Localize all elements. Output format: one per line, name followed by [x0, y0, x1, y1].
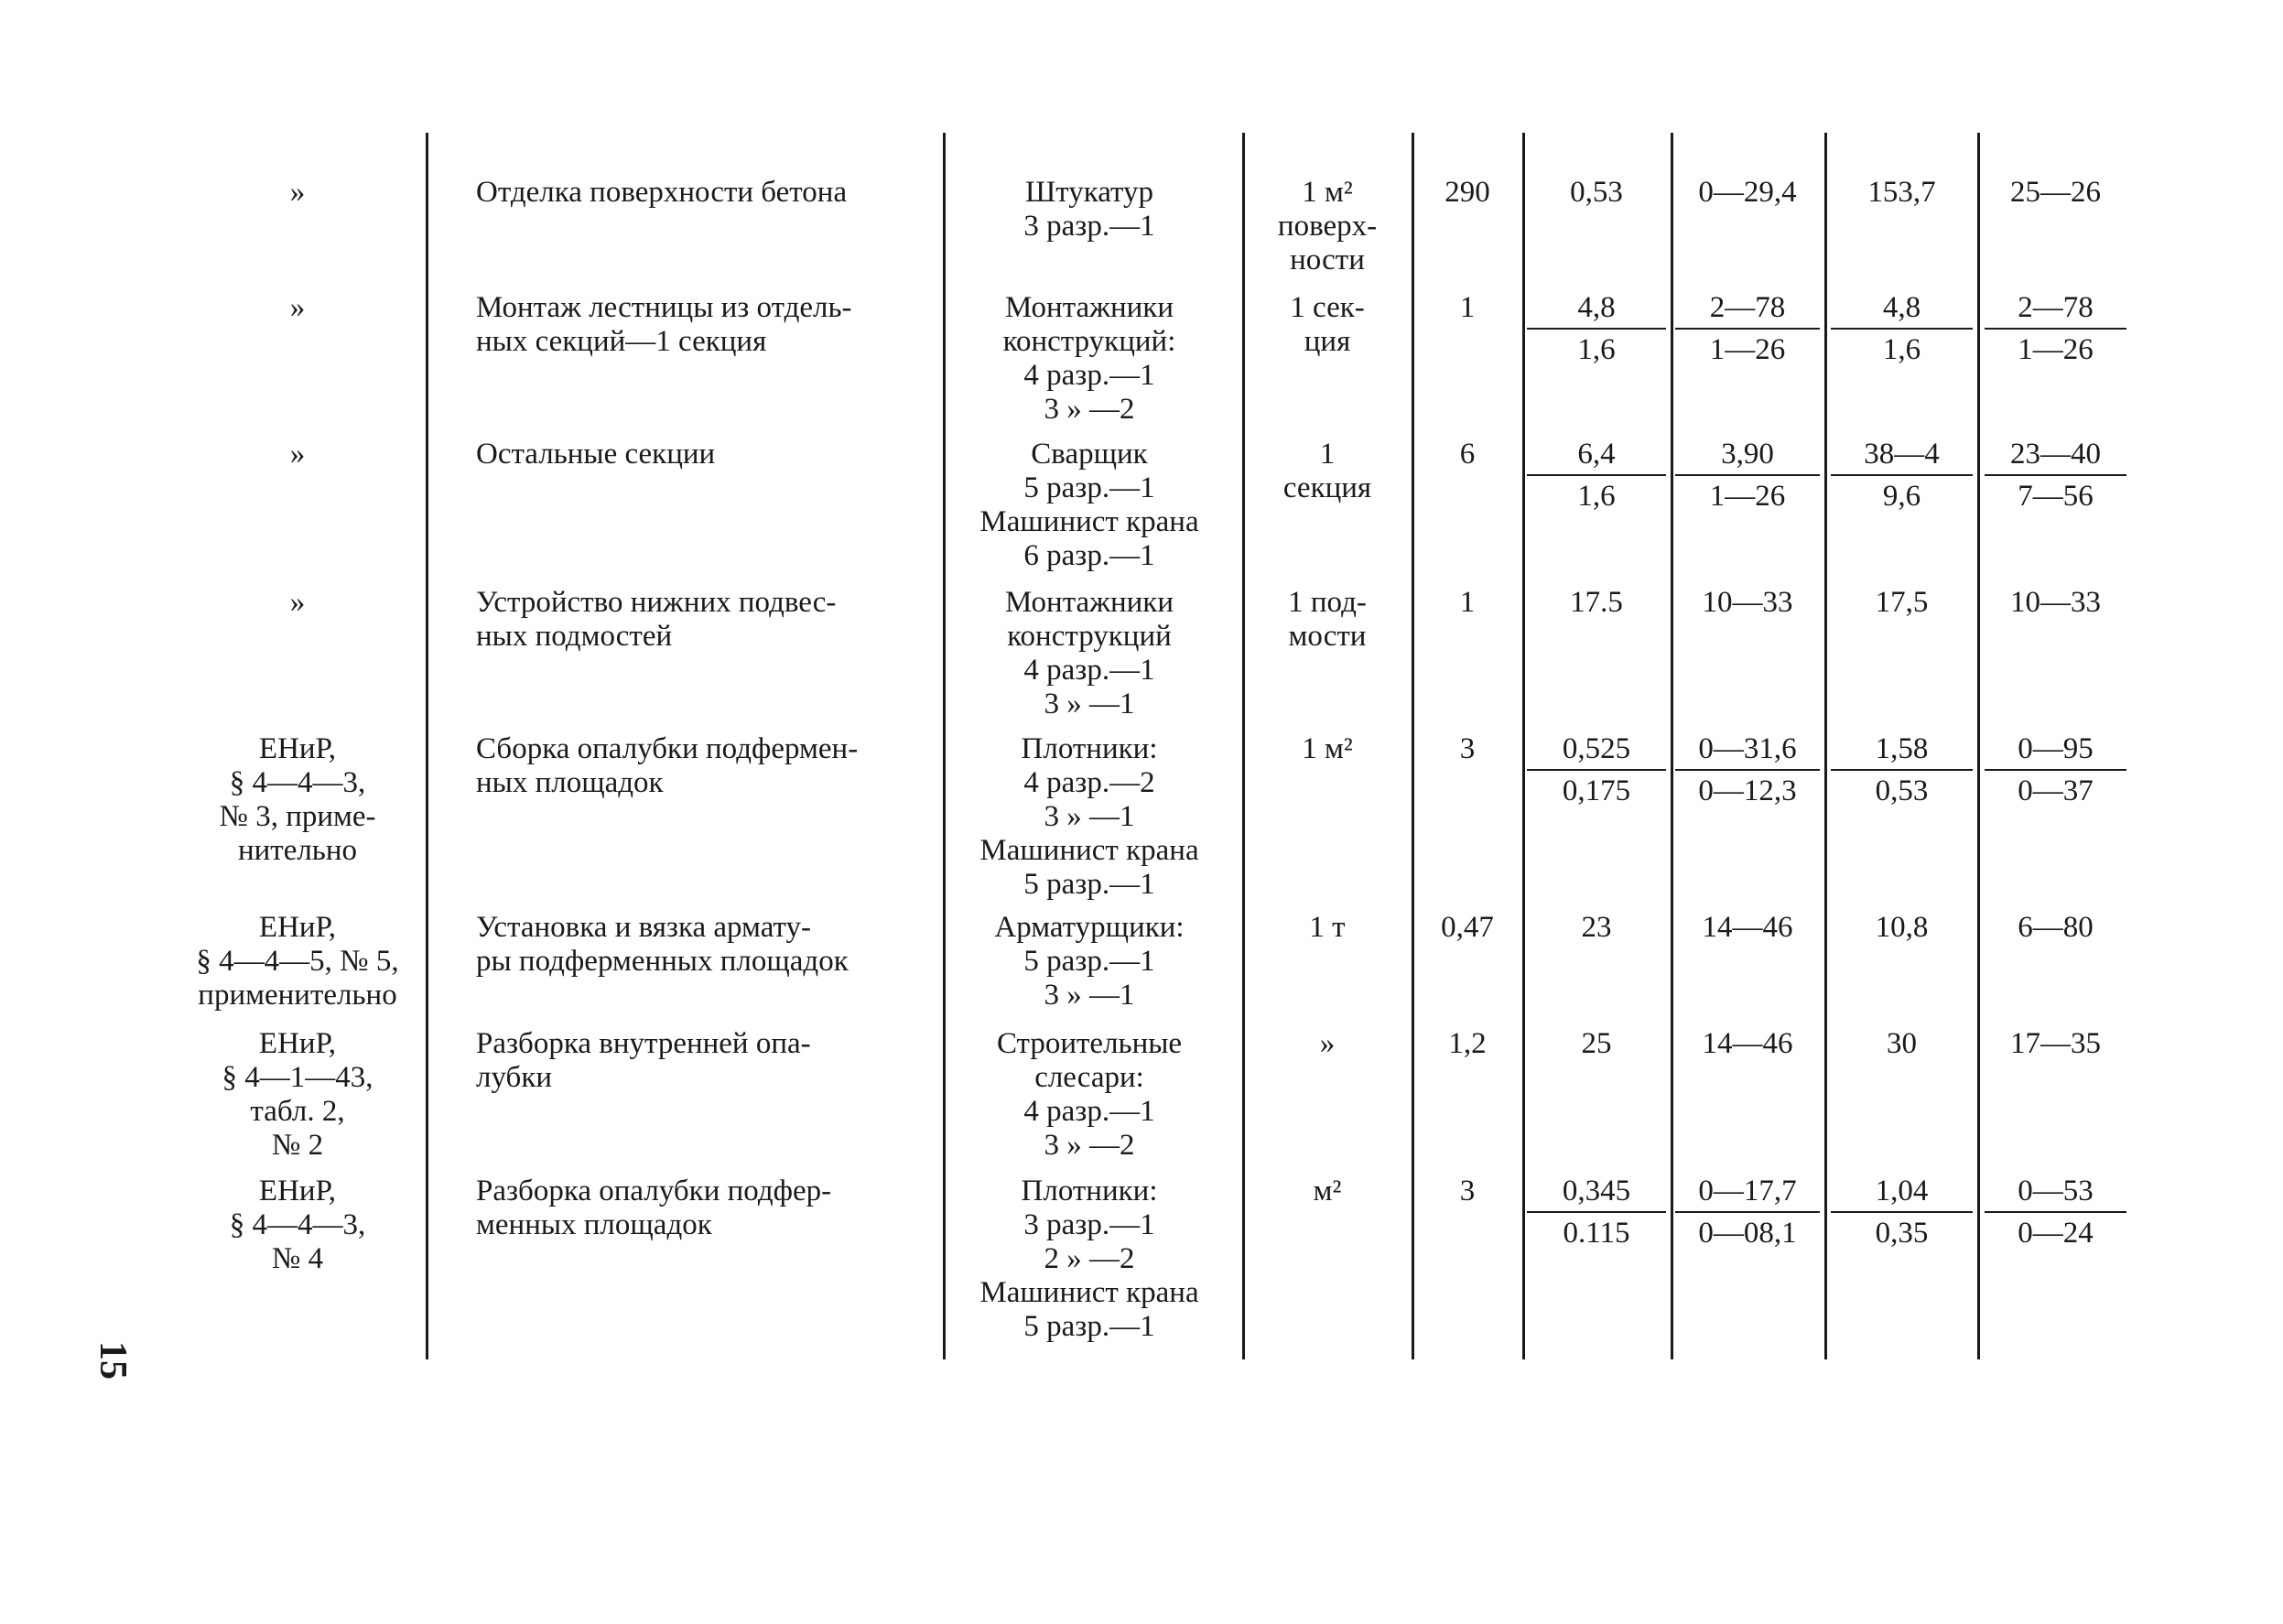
total-time-fraction: [1831, 732, 1973, 808]
total-cost-cell: 6—80: [2018, 911, 2094, 944]
fraction-bar: [1985, 1211, 2126, 1213]
cell-line: 1 сек-: [1290, 291, 1365, 324]
fraction-bar: [1831, 1211, 1973, 1213]
fraction-bar: [1527, 769, 1666, 771]
rate-cell: 0—29,4: [1698, 176, 1797, 209]
denominator: 0—12,3: [1698, 774, 1797, 807]
cell-line: ности: [1290, 244, 1365, 276]
norm-cell: 23: [1581, 911, 1612, 944]
cell-line: § 4—4—3,: [229, 766, 366, 799]
denominator: 0,53: [1875, 774, 1929, 807]
numerator: 0—53: [2018, 1175, 2094, 1207]
total-cost-cell: 17—35: [2010, 1027, 2101, 1060]
numerator: 0—95: [2018, 732, 2094, 765]
cell-line: 3 разр.—1: [1023, 1208, 1155, 1241]
fraction-bar: [1527, 328, 1666, 330]
crew-cell: [952, 1175, 1227, 1344]
cell-line: ЕНиР,: [258, 911, 337, 944]
cell-line: № 3, приме-: [219, 800, 376, 833]
column-divider: [1522, 133, 1525, 1359]
cell-line: Плотники:: [1021, 1175, 1158, 1207]
total-time-cell: 153,7: [1867, 176, 1936, 209]
numerator: 1,04: [1875, 1175, 1929, 1207]
rate-cell: 14—46: [1702, 1027, 1793, 1060]
denominator: 0,175: [1562, 774, 1631, 807]
fraction-bar: [1527, 474, 1666, 476]
cell-line: конструкций:: [1002, 325, 1176, 358]
cell-line: 5 разр.—1: [1023, 1310, 1155, 1343]
total-cost-fraction: [1985, 732, 2126, 808]
cell-line: Монтажники: [1005, 586, 1174, 619]
denominator: 0.115: [1563, 1217, 1630, 1250]
norm-fraction: [1527, 1175, 1666, 1250]
norm-cell: 17.5: [1570, 586, 1623, 619]
work-cell: [476, 586, 925, 654]
unit-cell: [1250, 176, 1405, 277]
rate-cell: 14—46: [1702, 911, 1793, 944]
norm-fraction: [1527, 291, 1666, 367]
numerator: 4,8: [1882, 291, 1921, 324]
column-divider: [1671, 133, 1673, 1359]
cell-line: м²: [1313, 1175, 1342, 1207]
cell-line: 4 разр.—1: [1023, 359, 1155, 392]
cell-line: Установка и вязка армату-: [476, 911, 811, 944]
rate-fraction: [1675, 1175, 1820, 1250]
cell-line: 5 разр.—1: [1023, 945, 1155, 978]
cell-line: § 4—1—43,: [222, 1061, 373, 1094]
denominator: 1—26: [1709, 333, 1786, 366]
total-cost-cell: 25—26: [2010, 176, 2101, 209]
work-cell: [476, 732, 925, 800]
rate-fraction: [1675, 291, 1820, 367]
numerator: 3,90: [1721, 438, 1774, 471]
numerator: 23—40: [2010, 438, 2101, 471]
ref-cell: [174, 1027, 421, 1163]
cell-line: ЕНиР,: [258, 732, 337, 765]
total-cost-fraction: [1985, 438, 2126, 514]
cell-line: ЕНиР,: [258, 1027, 337, 1060]
cell-line: Разборка внутренней опа-: [476, 1027, 811, 1060]
denominator: 9,6: [1882, 480, 1921, 513]
page-number: 15: [92, 1341, 134, 1380]
unit-cell: [1250, 291, 1405, 359]
cell-line: ных секций—1 секция: [476, 325, 767, 358]
total-time-fraction: [1831, 1175, 1973, 1250]
total-cost-cell: 10—33: [2010, 586, 2101, 619]
cell-line: § 4—4—3,: [229, 1208, 366, 1241]
fraction-bar: [1527, 1211, 1666, 1213]
numerator: 4,8: [1577, 291, 1616, 324]
crew-cell: [952, 176, 1227, 244]
cell-line: поверх-: [1277, 210, 1378, 243]
cell-line: »: [289, 176, 306, 209]
cell-line: 3 разр.—1: [1023, 210, 1155, 243]
cell-line: 3 » —1: [1044, 979, 1135, 1012]
cell-line: секция: [1282, 471, 1372, 504]
qty-cell: 1: [1459, 586, 1476, 619]
cell-line: 2 » —2: [1044, 1242, 1135, 1275]
cell-line: Штукатур: [1024, 176, 1154, 209]
fraction-bar: [1831, 474, 1973, 476]
ref-cell: [174, 732, 421, 868]
qty-cell: 6: [1459, 438, 1476, 471]
total-time-cell: 10,8: [1875, 911, 1929, 944]
cell-line: ных площадок: [476, 766, 664, 799]
numerator: 1,58: [1875, 732, 1929, 765]
cell-line: ры подферменных площадок: [476, 945, 849, 978]
cell-line: Арматурщики:: [994, 911, 1185, 944]
cell-line: менных площадок: [476, 1208, 712, 1241]
qty-cell: 1: [1459, 291, 1476, 324]
cell-line: нительно: [237, 834, 358, 867]
rate-fraction: [1675, 732, 1820, 808]
fraction-bar: [1675, 328, 1820, 330]
denominator: 0—37: [2018, 774, 2094, 807]
cell-line: ция: [1304, 325, 1351, 358]
total-cost-fraction: [1985, 1175, 2126, 1250]
column-divider: [426, 133, 428, 1359]
numerator: 0—31,6: [1698, 732, 1797, 765]
work-cell: [476, 291, 925, 359]
ref-cell: [174, 586, 421, 620]
cell-line: 4 разр.—2: [1023, 766, 1155, 799]
qty-cell: 290: [1444, 176, 1490, 209]
cell-line: № 2: [271, 1129, 324, 1162]
cell-line: »: [289, 586, 306, 619]
total-time-cell: 30: [1887, 1027, 1917, 1060]
cell-line: ЕНиР,: [258, 1175, 337, 1207]
column-divider: [1412, 133, 1414, 1359]
norm-fraction: [1527, 732, 1666, 808]
work-cell: [476, 911, 925, 979]
crew-cell: [952, 586, 1227, 721]
fraction-bar: [1831, 328, 1973, 330]
cell-line: лубки: [476, 1061, 553, 1094]
cell-line: Разборка опалубки подфер-: [476, 1175, 832, 1207]
ref-cell: [174, 176, 421, 210]
cell-line: Машинист крана: [979, 505, 1199, 538]
work-cell: [476, 176, 925, 210]
cell-line: 5 разр.—1: [1023, 471, 1155, 504]
numerator: 2—78: [2018, 291, 2094, 324]
column-divider: [1977, 133, 1980, 1359]
denominator: 0—24: [2018, 1217, 2094, 1250]
qty-cell: 1,2: [1448, 1027, 1487, 1060]
cell-line: 1 м²: [1302, 176, 1353, 209]
denominator: 1—26: [1709, 480, 1786, 513]
cell-line: ных подмостей: [476, 620, 673, 653]
fraction-bar: [1985, 328, 2126, 330]
cell-line: 3 » —1: [1044, 800, 1135, 833]
cell-line: 1 т: [1309, 911, 1346, 944]
unit-cell: [1250, 1027, 1405, 1061]
fraction-bar: [1675, 474, 1820, 476]
cell-line: Отделка поверхности бетона: [476, 176, 848, 209]
column-divider: [1242, 133, 1245, 1359]
total-time-fraction: [1831, 438, 1973, 514]
qty-cell: 3: [1459, 732, 1476, 765]
work-cell: [476, 1175, 925, 1242]
rate-fraction: [1675, 438, 1820, 514]
cell-line: Монтажники: [1005, 291, 1174, 324]
numerator: 0,345: [1562, 1175, 1631, 1207]
total-time-cell: 17,5: [1875, 586, 1929, 619]
fraction-bar: [1675, 1211, 1820, 1213]
numerator: 0—17,7: [1698, 1175, 1797, 1207]
cell-line: 1 м²: [1302, 732, 1353, 765]
cell-line: табл. 2,: [250, 1095, 345, 1128]
crew-cell: [952, 438, 1227, 573]
work-cell: [476, 1027, 925, 1095]
total-cost-fraction: [1985, 291, 2126, 367]
qty-cell: 0,47: [1441, 911, 1494, 944]
numerator: 38—4: [1864, 438, 1940, 471]
cell-line: 4 разр.—1: [1023, 654, 1155, 687]
cell-line: »: [289, 438, 306, 471]
denominator: 1—26: [2018, 333, 2094, 366]
norm-cell: 0,53: [1570, 176, 1623, 209]
denominator: 1,6: [1577, 480, 1616, 513]
fraction-bar: [1831, 769, 1973, 771]
cell-line: Монтаж лестницы из отдель-: [476, 291, 852, 324]
ref-cell: [174, 1175, 421, 1276]
cell-line: Машинист крана: [979, 834, 1199, 867]
cell-line: 3 » —2: [1044, 393, 1135, 426]
ref-cell: [174, 911, 421, 1012]
denominator: 1,6: [1882, 333, 1921, 366]
unit-cell: [1250, 586, 1405, 654]
cell-line: »: [1319, 1027, 1336, 1060]
cell-line: § 4—4—5, № 5,: [196, 945, 399, 978]
crew-cell: [952, 291, 1227, 427]
denominator: 0—08,1: [1698, 1217, 1797, 1250]
column-divider: [943, 133, 946, 1359]
cell-line: Плотники:: [1021, 732, 1158, 765]
column-divider: [1824, 133, 1827, 1359]
crew-cell: [952, 911, 1227, 1012]
cell-line: 6 разр.—1: [1023, 539, 1155, 572]
unit-cell: [1250, 1175, 1405, 1208]
unit-cell: [1250, 732, 1405, 766]
numerator: 0,525: [1562, 732, 1631, 765]
total-time-fraction: [1831, 291, 1973, 367]
crew-cell: [952, 732, 1227, 902]
cell-line: Сборка опалубки подфермен-: [476, 732, 859, 765]
denominator: 0,35: [1875, 1217, 1929, 1250]
cell-line: »: [289, 291, 306, 324]
fraction-bar: [1985, 769, 2126, 771]
norm-cell: 25: [1581, 1027, 1612, 1060]
cell-line: конструкций: [1007, 620, 1172, 653]
qty-cell: 3: [1459, 1175, 1476, 1207]
fraction-bar: [1985, 474, 2126, 476]
cell-line: Устройство нижних подвес-: [476, 586, 837, 619]
norm-fraction: [1527, 438, 1666, 514]
cell-line: 1: [1319, 438, 1336, 471]
cell-line: № 4: [271, 1242, 324, 1275]
cell-line: слесари:: [1034, 1061, 1144, 1094]
cell-line: Строительные: [996, 1027, 1183, 1060]
cell-line: 4 разр.—1: [1023, 1095, 1155, 1128]
ref-cell: [174, 438, 421, 471]
cell-line: Машинист крана: [979, 1276, 1199, 1309]
cell-line: Сварщик: [1031, 438, 1148, 471]
cell-line: мости: [1288, 620, 1367, 653]
denominator: 7—56: [2018, 480, 2094, 513]
unit-cell: [1250, 438, 1405, 505]
numerator: 6,4: [1577, 438, 1616, 471]
rate-cell: 10—33: [1702, 586, 1793, 619]
cell-line: 3 » —1: [1044, 687, 1135, 720]
numerator: 2—78: [1709, 291, 1786, 324]
cell-line: Остальные секции: [476, 438, 716, 471]
unit-cell: [1250, 911, 1405, 945]
cell-line: применительно: [198, 979, 397, 1012]
cell-line: 5 разр.—1: [1023, 868, 1155, 901]
ref-cell: [174, 291, 421, 325]
cell-line: 1 под-: [1288, 586, 1367, 619]
work-cell: [476, 438, 925, 471]
denominator: 1,6: [1577, 333, 1616, 366]
fraction-bar: [1675, 769, 1820, 771]
crew-cell: [952, 1027, 1227, 1163]
cell-line: 3 » —2: [1044, 1129, 1135, 1162]
